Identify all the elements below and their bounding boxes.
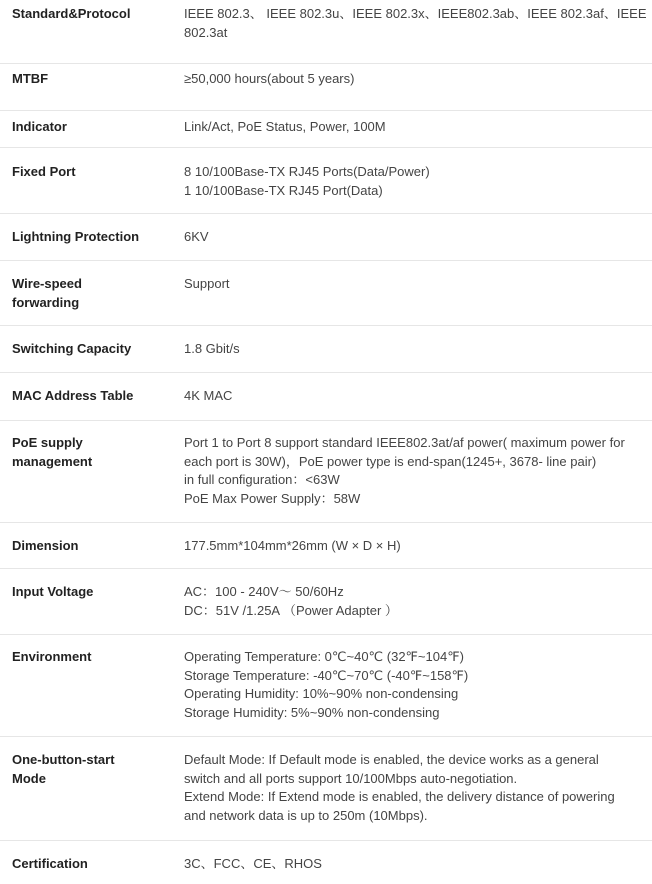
- spec-value-line: 1.8 Gbit/s: [184, 341, 240, 356]
- spec-value-line: Storage Temperature: -40℃~70℃ (-40℉~158℉): [184, 667, 469, 683]
- spec-value-line: ≥50,000 hours(about 5 years): [184, 71, 355, 86]
- spec-label: MTBF: [12, 71, 49, 86]
- spec-row-switching-capacity: [0, 326, 652, 373]
- spec-value-line: IEEE 802.3、 IEEE 802.3u、IEEE 802.3x、IEEE802.3ab、IEEE 802.3af、IEEE: [184, 6, 647, 21]
- spec-value: [184, 583, 648, 620]
- spec-value: [184, 434, 648, 508]
- spec-value-line: 1 10/100Base-TX RJ45 Port(Data): [184, 182, 383, 198]
- spec-row-poe-supply-management: [0, 421, 652, 523]
- spec-value-line: 4K MAC: [184, 388, 233, 403]
- spec-value-line: 6KV: [184, 229, 209, 244]
- spec-value-line: 8 10/100Base-TX RJ45 Ports(Data/Power): [184, 164, 430, 179]
- spec-label: Input Voltage: [12, 584, 94, 599]
- spec-value: [184, 275, 648, 294]
- spec-label: MAC Address Table: [12, 388, 134, 403]
- spec-label: Standard&Protocol: [12, 6, 131, 21]
- spec-value-line: Storage Humidity: 5%~90% non-condensing: [184, 704, 440, 720]
- spec-value-line: each port is 30W)，PoE power type is end-span(1245+, 3678- line pair): [184, 453, 597, 469]
- spec-row-dimension: [0, 523, 652, 569]
- spec-label: Fixed Port: [12, 164, 76, 179]
- spec-value-line: Default Mode: If Default mode is enabled, the device works as a general: [184, 752, 599, 767]
- spec-value-line: Operating Temperature: 0℃~40℃ (32℉~104℉): [184, 649, 464, 664]
- spec-label: Dimension: [12, 538, 79, 553]
- spec-row-certification: [0, 841, 652, 884]
- spec-value: [184, 163, 648, 200]
- spec-label: Switching Capacity: [12, 341, 132, 356]
- spec-value-line: 3C、FCC、CE、RHOS: [184, 856, 322, 871]
- spec-value: [184, 70, 648, 89]
- spec-value: [184, 537, 648, 556]
- spec-row-input-voltage: [0, 569, 652, 635]
- spec-value: [184, 5, 648, 42]
- spec-value-line: Port 1 to Port 8 support standard IEEE802.3at/af power( maximum power for: [184, 435, 625, 450]
- spec-value: [184, 855, 648, 874]
- spec-value-line: in full configuration：<63W: [184, 472, 340, 487]
- spec-value: [184, 648, 648, 722]
- spec-row-environment: [0, 635, 652, 737]
- spec-value-line: Operating Humidity: 10%~90% non-condensing: [184, 686, 459, 701]
- spec-row-fixed-port: [0, 148, 652, 214]
- spec-value-line: Link/Act, PoE Status, Power, 100M: [184, 119, 386, 134]
- spec-row-one-button-start-mode: [0, 737, 652, 841]
- spec-label: Indicator: [12, 119, 67, 134]
- spec-value-line: 177.5mm*104mm*26mm (W × D × H): [184, 538, 401, 553]
- spec-value-line: AC：100 - 240V～ 50/60Hz: [184, 584, 344, 599]
- spec-label: Lightning Protection: [12, 229, 140, 244]
- spec-row-mtbf: [0, 64, 652, 111]
- spec-row-standard-protocol: [0, 0, 652, 64]
- spec-value-line: 802.3at: [184, 24, 228, 40]
- spec-row-mac-address-table: [0, 373, 652, 421]
- spec-value: [184, 340, 648, 359]
- spec-label: Certification: [12, 856, 88, 871]
- spec-value-line: Extend Mode: If Extend mode is enabled, the delivery distance of powering: [184, 789, 615, 804]
- spec-value-line: DC：51V /1.25A （Power Adapter ）: [184, 602, 398, 618]
- spec-label: One-button-start Mode: [12, 752, 115, 786]
- spec-row-lightning-protection: [0, 214, 652, 261]
- spec-value-line: Support: [184, 276, 230, 291]
- spec-value: [184, 228, 648, 247]
- spec-label: PoE supply management: [12, 435, 93, 469]
- spec-label: Environment: [12, 649, 92, 664]
- spec-value: [184, 387, 648, 406]
- spec-value-line: switch and all ports support 10/100Mbps auto-negotiation.: [184, 770, 518, 786]
- spec-label: Wire-speed forwarding: [12, 276, 82, 310]
- spec-row-wire-speed-forwarding: [0, 261, 652, 326]
- spec-row-indicator: [0, 111, 652, 148]
- spec-value-line: and network data is up to 250m (10Mbps).: [184, 807, 428, 823]
- spec-value: [184, 118, 648, 137]
- spec-value-line: PoE Max Power Supply：58W: [184, 490, 361, 506]
- spec-value: [184, 751, 648, 825]
